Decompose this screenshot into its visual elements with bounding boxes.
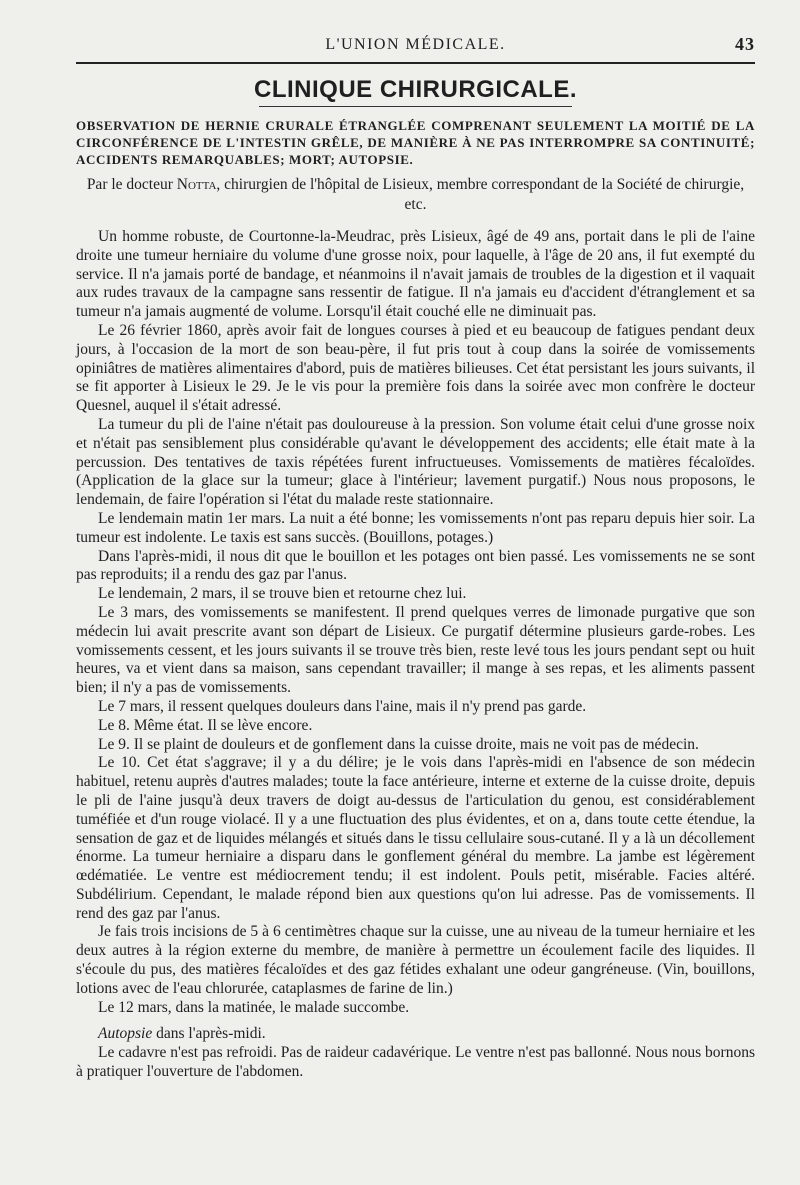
paragraph: Le 8. Même état. Il se lève encore.: [98, 716, 313, 734]
paragraph: Le 7 mars, il ressent quelques douleurs dans l'aine, mais il n'y prend pas garde.: [98, 697, 587, 715]
paragraph: Un homme robuste, de Courtonne-la-Meudrac, près Lisieux, âgé de 49 ans, portait dans le pli de l'aine droite une tumeur herniaire du volume d'une grosse noix, pour laquelle, à l'âge de 20 ans, il fut exempté du service. Il n'a jamais porté de bandage, et néanmoins il n'avait jamais de troubles de la digestion et il vaquait aux rudes travaux de la campagne sans ressentir de fatigue. Il n'a jamais eu d'accident d'étranglement et sa tumeur n'a jamais augmenté de volume. Lorsqu'il était couché elle ne diminuait pas.: [76, 228, 755, 321]
running-title: L'UNION MÉDICALE.: [325, 36, 506, 53]
paragraph: La tumeur du pli de l'aine n'était pas douloureuse à la pression. Son volume était celui d'une grosse noix et n'était pas sensiblement plus considérable qu'avant le développement des accidents; elle était mate à la percussion. Des tentatives de taxis répétées furent infructueuses. Vomissements de matières fécaloïdes. (Application de la glace sur la tumeur; glace à l'intérieur; lavement purgatif.) Nous nous proposons, le lendemain, de faire l'opération si l'état du malade reste stationnaire.: [76, 415, 755, 509]
byline-prefix: Par le docteur: [86, 176, 177, 193]
article-body: [76, 228, 755, 1082]
header-rule: [76, 62, 755, 64]
paragraph: Le 3 mars, des vomissements se manifestent. Il prend quelques verres de limonade purgative que son médecin lui avait prescrite avant son départ de Lisieux. Ce purgatif détermine plusieurs garde-robes. Les vomissements cessent, et les jours suivants il se trouve très bien, reste levé tous les jours pendant sept ou huit heures, va et vient dans sa maison, sans cependant travailler; il mange à ses repas, et les aliments passent bien; il n'y a pas de vomissements.: [76, 603, 755, 697]
running-head: [76, 30, 755, 60]
byline-suffix: , chirurgien de l'hôpital de Lisieux, membre correspondant de la Société de chirurgie, etc.: [216, 176, 745, 213]
autopsy-text: Le cadavre n'est pas refroidi. Pas de raideur cadavérique. Le ventre n'est pas ballonné. Nous nous bornons à pratiquer l'ouverture de l'abdomen.: [76, 1044, 755, 1081]
paragraph: Le 9. Il se plaint de douleurs et de gonflement dans la cuisse droite, mais ne voit pas de médecin.: [98, 735, 699, 753]
paragraph: Le 12 mars, dans la matinée, le malade succombe.: [98, 998, 410, 1016]
paragraph: Le lendemain, 2 mars, il se trouve bien et retourne chez lui.: [98, 585, 467, 603]
byline: [76, 175, 755, 215]
page-number: 43: [735, 34, 755, 54]
paragraph: Je fais trois incisions de 5 à 6 centimètres chaque sur la cuisse, une au niveau de la tumeur herniaire et les deux autres à la région externe du membre, de manière à permettre un écoulement facile des liquides. Il s'écoule du pus, des matières fécaloïdes et des gaz fétides exhalant une odeur gangréneuse. (Vin, bouillons, lotions avec de l'eau chlorurée, cataplasmes de farine de lin.): [76, 923, 755, 997]
paragraph: Le lendemain matin 1er mars. La nuit a été bonne; les vomissements n'ont pas reparu depuis hier soir. La tumeur est indolente. Le taxis est sans succès. (Bouillons, potages.): [76, 509, 755, 546]
case-heading: OBSERVATION DE HERNIE CRURALE ÉTRANGLÉE COMPRENANT SEULEMENT LA MOITIÉ DE LA CIRCONFÉRENCE DE L'INTESTIN GRÊLE, DE MANIÈRE À NE PAS INTERROMPRE SA CONTINUITÉ; ACCIDENTS REMARQUABLES; MORT; AUTOPSIE.: [76, 118, 755, 167]
autopsy-heading: [76, 1025, 755, 1044]
section-title: CLINIQUE CHIRURGICALE.: [254, 76, 577, 103]
byline-author: Notta: [176, 176, 217, 193]
paragraph: Le 10. Cet état s'aggrave; il y a du délire; je le vois dans l'après-midi en l'absence de son médecin habituel, retenu auprès d'autres malades; toute la face antérieure, interne et externe de la cuisse droite, depuis le pli de l'aine jusqu'à deux travers de doigt au-dessus de l'articulation du genou, est considérablement tuméfiée et d'un rouge violacé. Il y a une fluctuation des plus évidentes, et on a, dans toute cette étendue, la sensation de gaz et de liquides mélangés et situés dans le tissu cellulaire sous-cutané. Il y a là un décollement énorme. La tumeur herniaire a disparu dans le gonflement général du membre. La jambe est légèrement œdématiée. Le ventre est médiocrement tendu; il est indolent. Pouls petit, misérable. Facies altéré. Subdélirium. Cependant, le malade répond bien aux questions qu'on lui adresse. Pas de vomissements. Il rend des gaz par l'anus.: [76, 754, 755, 922]
title-rule: [259, 106, 571, 107]
autopsy-heading-rest: dans l'après-midi.: [152, 1025, 266, 1043]
paragraph: Dans l'après-midi, il nous dit que le bouillon et les potages ont bien passé. Les vomissements ne se sont pas reproduits; il a rendu des gaz par l'anus.: [76, 547, 755, 584]
autopsy-heading-italic: Autopsie: [98, 1025, 153, 1043]
paragraph: Le 26 février 1860, après avoir fait de longues courses à pied et eu beaucoup de fatigues pendant deux jours, à l'occasion de la mort de son beau-père, il fut pris tout à coup dans la soirée de vomissements opiniâtres de matières alimentaires d'abord, puis de matières bilieuses. Cet état persistant les jours suivants, il se fit apporter à Lisieux le 29. Je le vis pour la première fois dans la soirée avec mon confrère le docteur Quesnel, auquel il s'était adressé.: [76, 321, 755, 415]
